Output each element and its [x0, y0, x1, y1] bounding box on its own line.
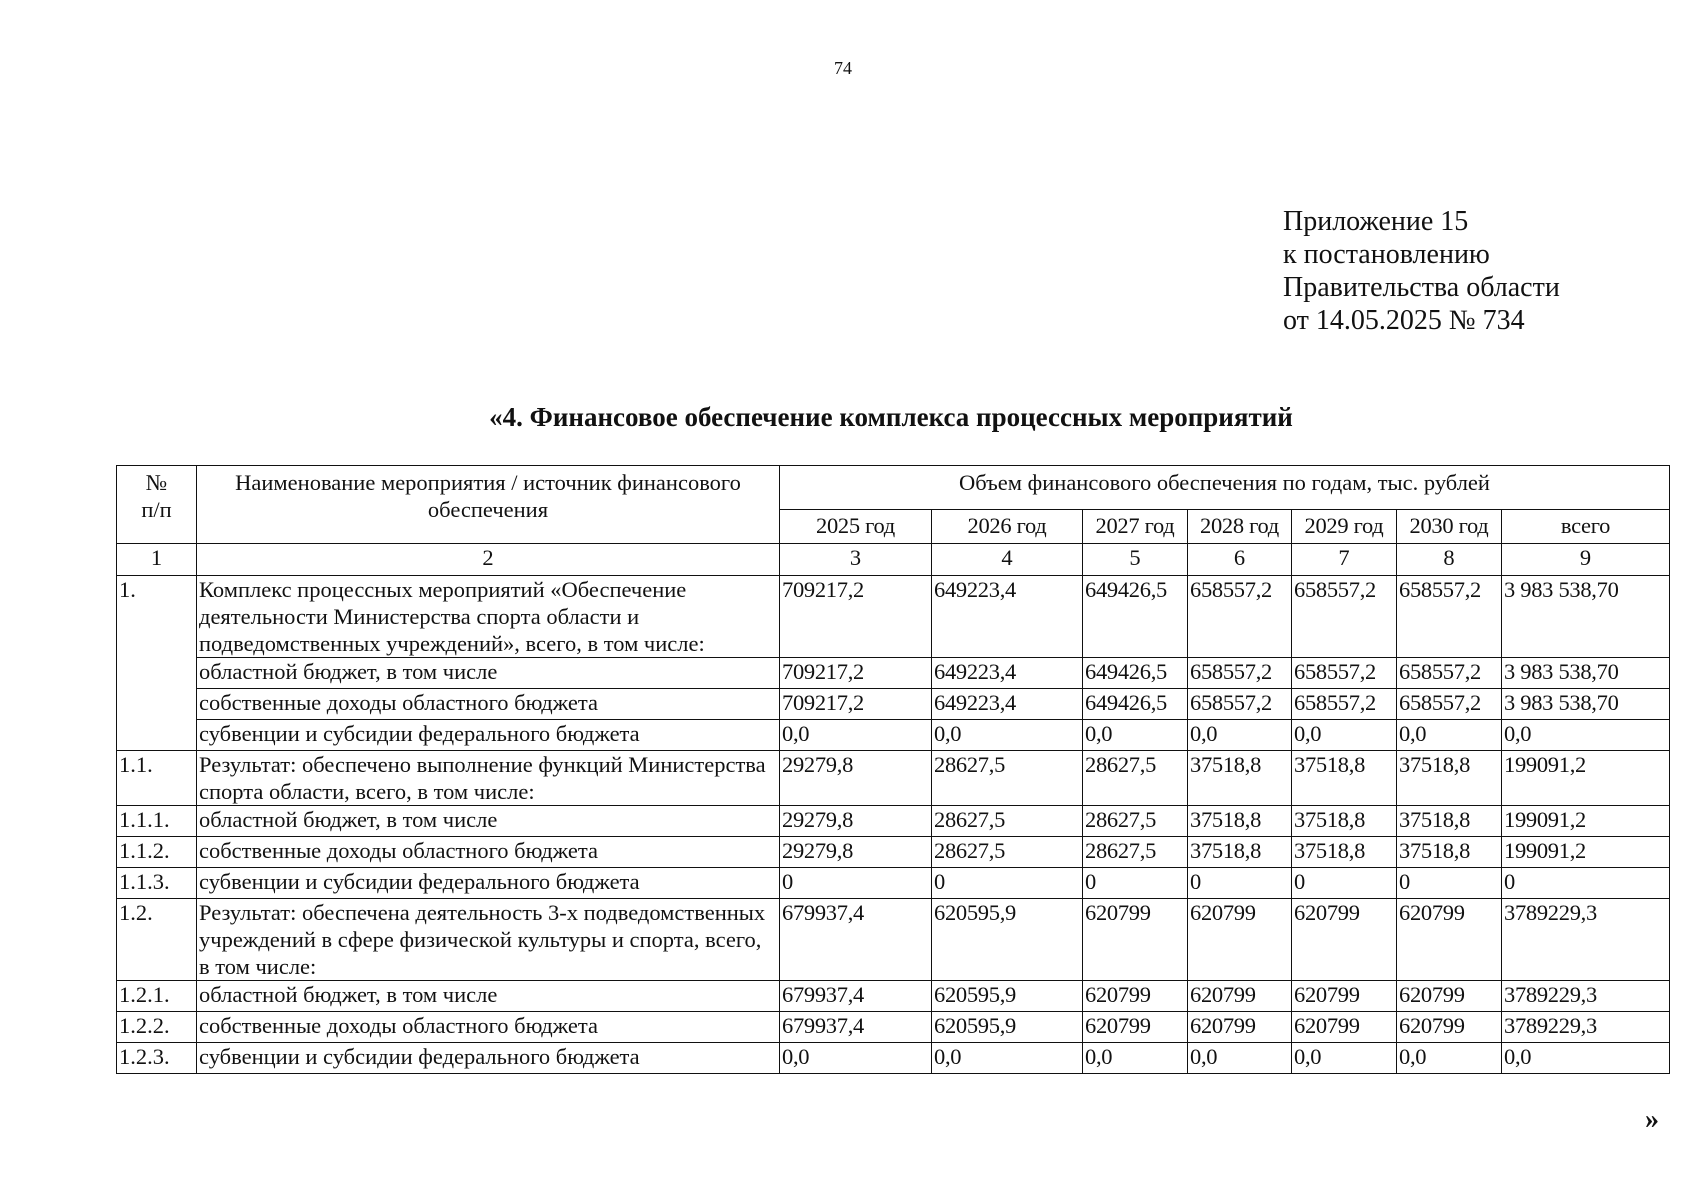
row-name: областной бюджет, в том числе — [197, 806, 780, 837]
table-body — [117, 576, 1670, 1074]
value-cell: 3 983 538,70 — [1502, 689, 1670, 720]
value-cell: 620799 — [1292, 1012, 1397, 1043]
value-cell: 37518,8 — [1292, 837, 1397, 868]
value-cell: 3789229,3 — [1502, 981, 1670, 1012]
value-cell: 0 — [1502, 868, 1670, 899]
value-cell: 0,0 — [780, 720, 932, 751]
value-cell: 37518,8 — [1188, 751, 1292, 806]
row-name: собственные доходы областного бюджета — [197, 689, 780, 720]
value-cell: 3789229,3 — [1502, 1012, 1670, 1043]
row-name: областной бюджет, в том числе — [197, 658, 780, 689]
header-volume: Объем финансового обеспечения по годам, тыс. рублей — [780, 466, 1670, 510]
value-cell: 620799 — [1292, 981, 1397, 1012]
section-title: «4. Финансовое обеспечение комплекса процессных мероприятий — [489, 402, 1293, 432]
value-cell: 0,0 — [1188, 720, 1292, 751]
value-cell: 649426,5 — [1083, 658, 1188, 689]
index-cell: 6 — [1188, 544, 1292, 576]
page-number: 74 — [834, 58, 852, 78]
value-cell: 28627,5 — [932, 751, 1083, 806]
value-cell: 28627,5 — [1083, 751, 1188, 806]
value-cell: 0,0 — [1083, 720, 1188, 751]
value-cell: 658557,2 — [1292, 576, 1397, 658]
value-cell: 28627,5 — [1083, 837, 1188, 868]
value-cell: 37518,8 — [1292, 806, 1397, 837]
value-cell: 620799 — [1083, 1012, 1188, 1043]
value-cell: 620799 — [1292, 899, 1397, 981]
value-cell: 29279,8 — [780, 806, 932, 837]
value-cell: 658557,2 — [1397, 689, 1502, 720]
value-cell: 0,0 — [1292, 1043, 1397, 1074]
table-row — [117, 751, 1670, 806]
value-cell: 679937,4 — [780, 899, 932, 981]
value-cell: 0 — [780, 868, 932, 899]
row-name: Результат: обеспечено выполнение функций Министерства спорта области, всего, в том числе: — [197, 751, 780, 806]
value-cell: 3789229,3 — [1502, 899, 1670, 981]
value-cell: 29279,8 — [780, 751, 932, 806]
value-cell: 620799 — [1083, 899, 1188, 981]
row-number: 1.1.1. — [117, 806, 197, 837]
value-cell: 0 — [1292, 868, 1397, 899]
value-cell: 709217,2 — [780, 576, 932, 658]
row-name: субвенции и субсидии федерального бюджета — [197, 720, 780, 751]
value-cell: 199091,2 — [1502, 837, 1670, 868]
row-name: Результат: обеспечена деятельность 3-х подведомственных учреждений в сфере физической культуры и спорта, всего, в том числе: — [197, 899, 780, 981]
header-year: 2029 год — [1292, 510, 1397, 544]
value-cell: 0 — [932, 868, 1083, 899]
value-cell: 620799 — [1188, 899, 1292, 981]
value-cell: 0,0 — [932, 720, 1083, 751]
row-name: собственные доходы областного бюджета — [197, 1012, 780, 1043]
value-cell: 0 — [1397, 868, 1502, 899]
row-name: собственные доходы областного бюджета — [197, 837, 780, 868]
row-name: субвенции и субсидии федерального бюджета — [197, 1043, 780, 1074]
appendix-line: к постановлению — [1283, 239, 1490, 270]
row-number: 1.2.1. — [117, 981, 197, 1012]
value-cell: 0,0 — [1397, 1043, 1502, 1074]
value-cell: 0,0 — [1083, 1043, 1188, 1074]
table-row — [117, 1012, 1670, 1043]
table-row — [117, 899, 1670, 981]
value-cell: 649426,5 — [1083, 689, 1188, 720]
value-cell: 199091,2 — [1502, 806, 1670, 837]
value-cell: 37518,8 — [1292, 751, 1397, 806]
value-cell: 709217,2 — [780, 658, 932, 689]
row-name: субвенции и субсидии федерального бюджета — [197, 868, 780, 899]
appendix-line: Приложение 15 — [1283, 206, 1469, 237]
value-cell: 658557,2 — [1292, 658, 1397, 689]
appendix-line: от 14.05.2025 № 734 — [1283, 305, 1525, 336]
value-cell: 620799 — [1083, 981, 1188, 1012]
value-cell: 3 983 538,70 — [1502, 658, 1670, 689]
table-row — [117, 1043, 1670, 1074]
value-cell: 0,0 — [1292, 720, 1397, 751]
row-name: областной бюджет, в том числе — [197, 981, 780, 1012]
row-number: 1.2.3. — [117, 1043, 197, 1074]
index-cell: 7 — [1292, 544, 1397, 576]
value-cell: 658557,2 — [1292, 689, 1397, 720]
index-cell: 1 — [117, 544, 197, 576]
index-cell: 5 — [1083, 544, 1188, 576]
value-cell: 679937,4 — [780, 1012, 932, 1043]
value-cell: 199091,2 — [1502, 751, 1670, 806]
row-number: 1.1.3. — [117, 868, 197, 899]
table-row — [117, 868, 1670, 899]
value-cell: 37518,8 — [1188, 837, 1292, 868]
index-cell: 2 — [197, 544, 780, 576]
value-cell: 37518,8 — [1397, 837, 1502, 868]
value-cell: 28627,5 — [932, 806, 1083, 837]
index-row — [117, 544, 1670, 576]
financing-table — [116, 465, 1670, 1074]
table-row — [117, 658, 1670, 689]
row-number: 1.1. — [117, 751, 197, 806]
appendix-block — [1283, 205, 1560, 337]
header-year: 2030 год — [1397, 510, 1502, 544]
header-year: 2025 год — [780, 510, 932, 544]
value-cell: 620799 — [1188, 1012, 1292, 1043]
value-cell: 0,0 — [780, 1043, 932, 1074]
value-cell: 0,0 — [1188, 1043, 1292, 1074]
table-header — [117, 466, 1670, 576]
value-cell: 658557,2 — [1188, 689, 1292, 720]
header-num: № п/п — [117, 466, 197, 544]
table-row — [117, 981, 1670, 1012]
value-cell: 620595,9 — [932, 899, 1083, 981]
table-row — [117, 837, 1670, 868]
value-cell: 28627,5 — [932, 837, 1083, 868]
header-year: 2027 год — [1083, 510, 1188, 544]
row-number: 1.2.2. — [117, 1012, 197, 1043]
value-cell: 37518,8 — [1397, 751, 1502, 806]
value-cell: 709217,2 — [780, 689, 932, 720]
header-year: всего — [1502, 510, 1670, 544]
value-cell: 37518,8 — [1188, 806, 1292, 837]
value-cell: 37518,8 — [1397, 806, 1502, 837]
value-cell: 620595,9 — [932, 981, 1083, 1012]
value-cell: 0,0 — [1502, 720, 1670, 751]
header-name: Наименование мероприятия / источник финансового обеспечения — [197, 466, 780, 544]
table-row — [117, 806, 1670, 837]
header-year: 2028 год — [1188, 510, 1292, 544]
value-cell: 679937,4 — [780, 981, 932, 1012]
value-cell: 649426,5 — [1083, 576, 1188, 658]
value-cell: 620799 — [1397, 1012, 1502, 1043]
value-cell: 649223,4 — [932, 689, 1083, 720]
index-cell: 4 — [932, 544, 1083, 576]
value-cell: 29279,8 — [780, 837, 932, 868]
value-cell: 3 983 538,70 — [1502, 576, 1670, 658]
index-cell: 9 — [1502, 544, 1670, 576]
index-cell: 3 — [780, 544, 932, 576]
header-year: 2026 год — [932, 510, 1083, 544]
row-number: 1. — [117, 576, 197, 751]
value-cell: 28627,5 — [1083, 806, 1188, 837]
value-cell: 649223,4 — [932, 658, 1083, 689]
value-cell: 0 — [1083, 868, 1188, 899]
value-cell: 620799 — [1397, 981, 1502, 1012]
value-cell: 649223,4 — [932, 576, 1083, 658]
value-cell: 658557,2 — [1188, 658, 1292, 689]
value-cell: 620799 — [1188, 981, 1292, 1012]
value-cell: 0 — [1188, 868, 1292, 899]
value-cell: 0,0 — [1397, 720, 1502, 751]
row-number: 1.1.2. — [117, 837, 197, 868]
row-name: Комплекс процессных мероприятий «Обеспечение деятельности Министерства спорта области и подведомственных учреждений», всего, в том числе: — [197, 576, 780, 658]
value-cell: 658557,2 — [1397, 658, 1502, 689]
table-row — [117, 576, 1670, 658]
close-quote: » — [1645, 1104, 1659, 1135]
value-cell: 658557,2 — [1397, 576, 1502, 658]
appendix-line: Правительства области — [1283, 272, 1560, 303]
value-cell: 620799 — [1397, 899, 1502, 981]
table-row — [117, 689, 1670, 720]
value-cell: 658557,2 — [1188, 576, 1292, 658]
table-row — [117, 720, 1670, 751]
value-cell: 0,0 — [932, 1043, 1083, 1074]
row-number: 1.2. — [117, 899, 197, 981]
value-cell: 620595,9 — [932, 1012, 1083, 1043]
index-cell: 8 — [1397, 544, 1502, 576]
value-cell: 0,0 — [1502, 1043, 1670, 1074]
